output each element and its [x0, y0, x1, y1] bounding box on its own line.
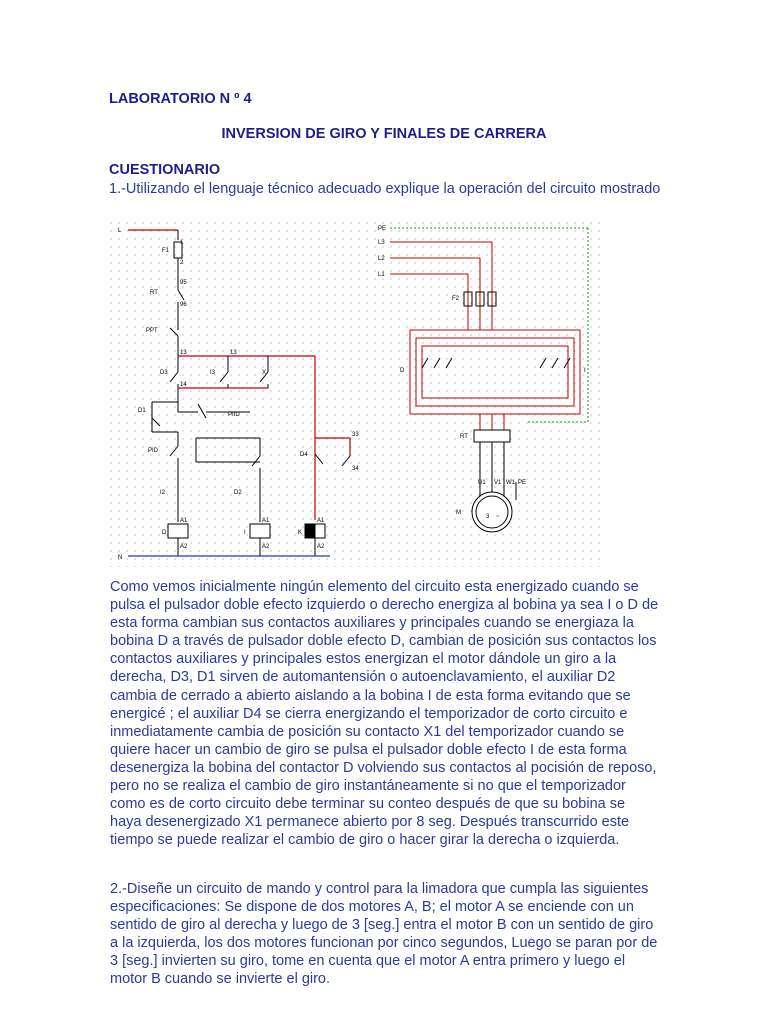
svg-text:96: 96	[180, 302, 187, 308]
svg-text:A2: A2	[317, 544, 325, 550]
svg-text:X: X	[262, 370, 267, 376]
svg-text:14: 14	[180, 382, 187, 388]
svg-text:PID: PID	[148, 448, 159, 454]
grid-background	[110, 222, 600, 567]
svg-text:U1: U1	[478, 480, 486, 486]
svg-text:N: N	[118, 555, 123, 561]
svg-text:I2: I2	[160, 490, 166, 496]
svg-text:PE: PE	[378, 226, 387, 232]
svg-text:K: K	[298, 530, 303, 536]
svg-text:D2: D2	[234, 490, 242, 496]
svg-text:W1: W1	[506, 480, 515, 486]
svg-text:13: 13	[180, 350, 187, 356]
svg-text:34: 34	[352, 466, 359, 472]
svg-text:I3: I3	[210, 370, 216, 376]
section-title: CUESTIONARIO	[109, 162, 221, 178]
svg-text:1: 1	[180, 240, 184, 246]
svg-text:RT: RT	[460, 434, 468, 440]
svg-text:~: ~	[496, 514, 500, 520]
svg-text:D: D	[400, 368, 405, 374]
svg-text:95: 95	[180, 280, 187, 286]
svg-text:D: D	[162, 530, 167, 536]
question-1: 1.-Utilizando el lenguaje técnico adecuado explique la operación del circuito mostrado	[109, 181, 661, 197]
svg-text:D3: D3	[160, 370, 168, 376]
svg-text:PPT: PPT	[146, 328, 158, 334]
svg-text:13: 13	[230, 350, 237, 356]
circuit-diagram	[110, 222, 600, 567]
svg-text:A1: A1	[180, 518, 188, 524]
svg-text:L3: L3	[378, 240, 385, 246]
main-title: INVERSION DE GIRO Y FINALES DE CARRERA	[221, 126, 547, 142]
svg-text:PIID: PIID	[228, 412, 240, 418]
svg-text:V1: V1	[494, 480, 502, 486]
lab-title: LABORATORIO N º 4	[109, 91, 252, 107]
svg-text:PE: PE	[518, 480, 527, 486]
svg-text:L2: L2	[378, 256, 385, 262]
svg-text:F1: F1	[162, 248, 170, 254]
question-2: 2.-Diseñe un circuito de mando y control para la limadora que cumpla las siguientes especificaciones: Se dispone de dos motores A, B; el motor A se enciende con un sentido de giro al derecha y luego de 3 [seg.] entra el motor B con un sentido de giro a la izquierda, los dos motores funcionan por cinco segundos, Luego se paran por de 3 [seg.] invierten su giro, tome en cuenta que el motor A entra primero y luego el motor B cuando se invierte el giro.	[110, 881, 658, 988]
svg-text:A2: A2	[180, 544, 188, 550]
svg-text:A2: A2	[262, 544, 270, 550]
svg-text:I: I	[244, 530, 246, 536]
svg-text:I: I	[584, 368, 586, 374]
svg-text:D1: D1	[138, 408, 146, 414]
svg-text:33: 33	[352, 432, 359, 438]
svg-text:M: M	[456, 510, 461, 516]
svg-text:A1: A1	[262, 518, 270, 524]
svg-text:RT: RT	[150, 290, 158, 296]
svg-text:L1: L1	[378, 272, 385, 278]
svg-text:2: 2	[180, 260, 184, 266]
svg-text:D4: D4	[300, 452, 308, 458]
svg-text:A1: A1	[317, 518, 325, 524]
svg-text:L: L	[118, 228, 122, 234]
answer-1: Como vemos inicialmente ningún elemento del circuito esta energizado cuando se pulsa el pulsador doble efecto izquierdo o derecho energiza al bobina ya sea I o D de esta forma cambian sus contactos auxiliares y principales cuando se energiaza la bobina D a través de pulsador doble efecto D, cambian de posición sus contactos los contactos auxiliares y principales estos energizan el motor dándole un giro a la derecha, D3, D1 sirven de automantensión o autoenclavamiento, el auxiliar D2 cambia de cerrado a abierto aislando a la bobina I de esta forma evitando que se energicé ; el auxiliar D4 se cierra energizando el temporizador de corto circuito e inmediatamente cambia de posición su contacto X1 del temporizador cuando se quiere hacer un cambio de giro se pulsa el pulsador doble efecto I de esta forma desenergiza la bobina del contactor D volviendo sus contactos al pocisión de reposo, pero no se realiza el cambio de giro instantáneamente si no que el temporizador como es de corto circuito debe terminar su conteo después de que su bobina se haya desenergizado X1 permanece abierto por 8 seg. Después transcurrido este tiempo se puede realizar el cambio de giro o hacer girar la derecha o izquierda.	[110, 579, 659, 849]
svg-text:F2: F2	[452, 296, 460, 302]
svg-text:3: 3	[486, 514, 490, 520]
